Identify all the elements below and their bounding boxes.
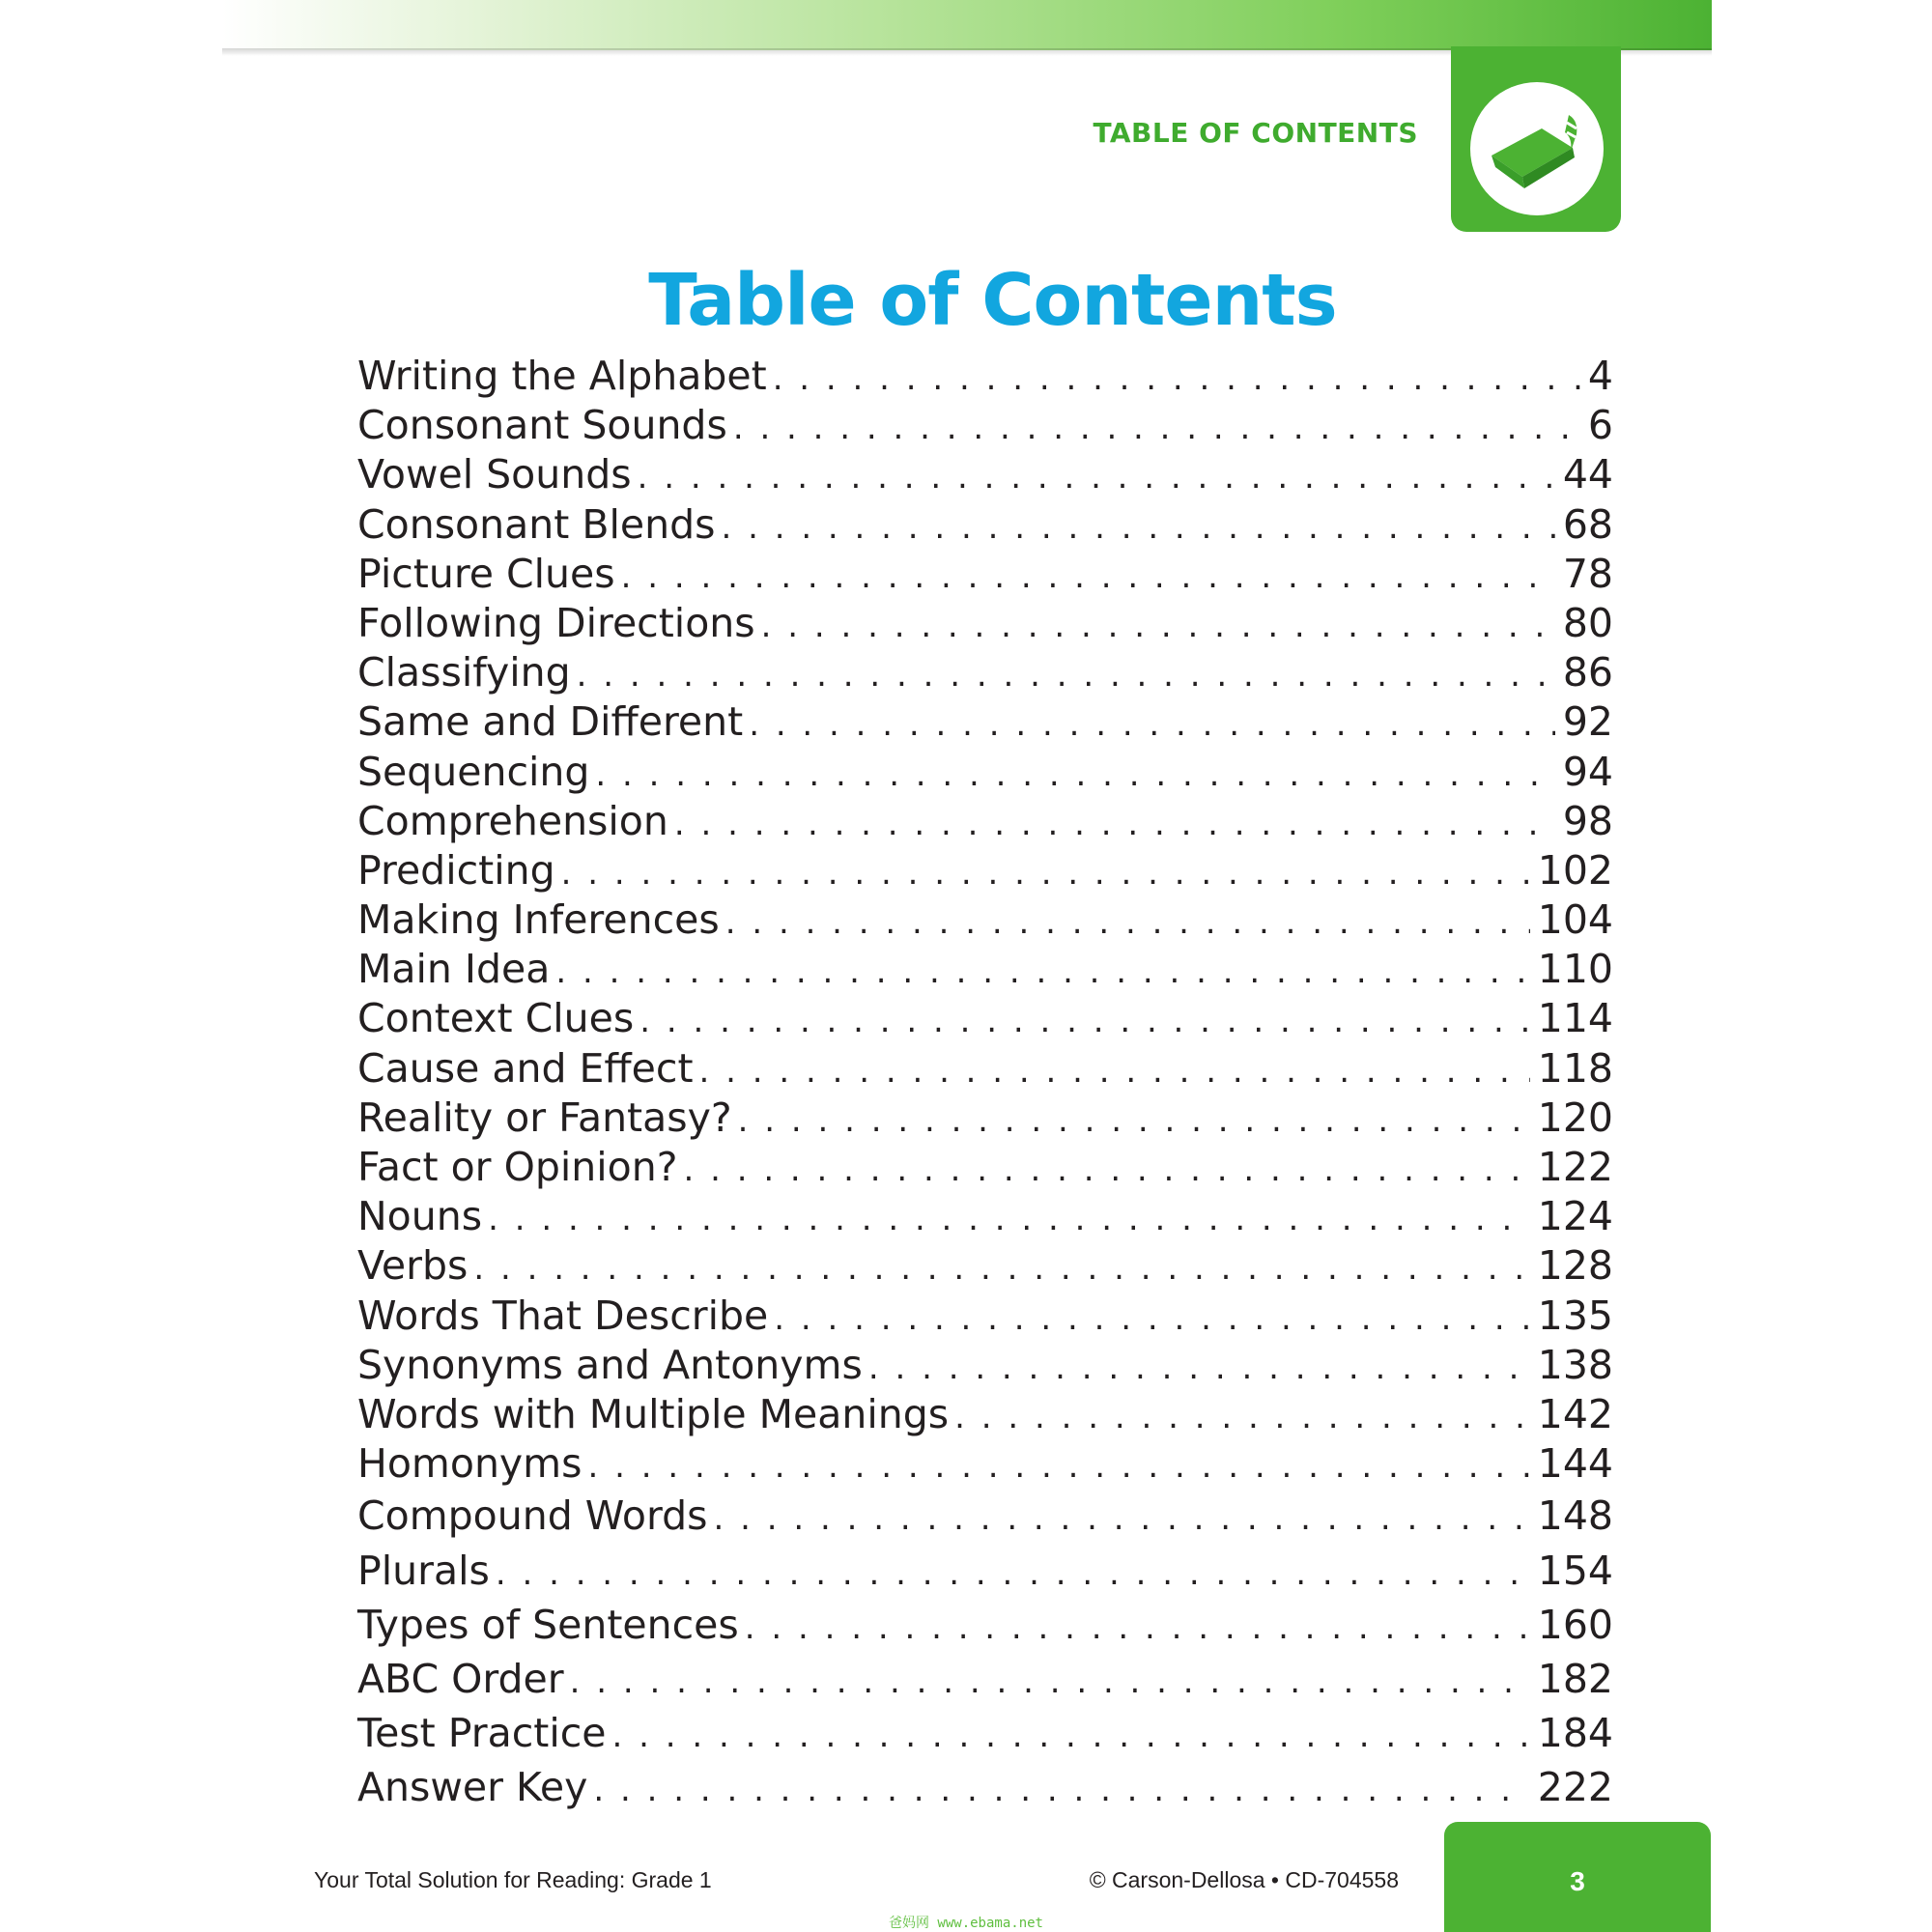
toc-page: 135 [1537,1292,1613,1339]
toc-label: Context Clues [357,995,635,1042]
toc-entry [357,1341,1613,1390]
toc-page: 120 [1537,1094,1613,1141]
dot-leader [738,1096,1530,1146]
toc-label: Comprehension [357,797,668,844]
toc-entry [357,1292,1613,1341]
toc-page: 182 [1537,1655,1613,1702]
toc-page: 102 [1537,846,1613,894]
dot-leader [595,751,1554,800]
dot-leader [733,404,1580,453]
toc-entry [357,1192,1613,1241]
dot-leader [674,800,1555,849]
toc-page: 160 [1537,1601,1613,1648]
dot-leader [561,849,1530,898]
dot-leader [593,1763,1529,1817]
toc-label: Fact or Opinion? [357,1144,678,1190]
top-color-band [222,0,1712,50]
toc-label: Consonant Blends [357,500,716,548]
toc-entry [357,1094,1613,1143]
toc-entry [357,895,1613,945]
toc-entry [357,945,1613,994]
toc-page: 6 [1587,402,1613,449]
toc-label: Plurals [357,1547,490,1594]
dot-leader [745,1601,1530,1655]
dot-leader [749,700,1555,750]
section-label: TABLE OF CONTENTS [1093,117,1418,149]
toc-entry [357,1706,1613,1760]
dot-leader [721,503,1554,553]
page-number: 3 [1570,1866,1585,1896]
toc-page: 98 [1562,797,1613,844]
toc-page: 222 [1537,1764,1613,1811]
toc-entry [357,450,1613,499]
toc-entry [357,797,1613,846]
toc-page: 124 [1537,1193,1613,1240]
dot-leader [774,1294,1529,1344]
toc-entry [357,1489,1613,1543]
toc-entry [357,352,1613,401]
toc-entry [357,1390,1613,1439]
dot-leader [954,1393,1530,1442]
toc-entry [357,401,1613,450]
toc-page: 68 [1562,500,1613,548]
toc-label: Homonyms [357,1440,582,1488]
footer-book-title: Your Total Solution for Reading: Grade 1 [314,1867,712,1892]
toc-entry [357,846,1613,895]
toc-entry [357,550,1613,599]
dot-leader [555,948,1529,997]
dot-leader [725,898,1530,948]
toc-label: Picture Clues [357,550,615,597]
dot-leader [761,602,1555,651]
toc-page: 4 [1587,353,1613,399]
dot-leader [588,1442,1530,1492]
toc-entry [357,1241,1613,1291]
toc-page: 118 [1537,1044,1613,1092]
page-title: Table of Contents [648,259,1337,342]
dot-leader [621,553,1555,602]
toc-page: 154 [1537,1547,1613,1594]
toc-label: Types of Sentences [357,1601,739,1648]
dot-leader [714,1492,1530,1546]
toc-label: ABC Order [357,1655,564,1702]
toc-label: Test Practice [357,1710,607,1757]
toc-page: 94 [1562,748,1613,795]
toc-page: 122 [1537,1144,1613,1190]
toc-entry [357,697,1613,747]
toc-label: Synonyms and Antonyms [357,1341,863,1388]
toc-label: Consonant Sounds [357,402,727,449]
watermark: 爸妈网 www.ebama.net [888,1916,1043,1931]
book-icon [1470,82,1604,215]
toc-entry [357,1143,1613,1192]
toc-entry [357,1544,1613,1598]
toc-label: Predicting [357,846,555,894]
dot-leader [683,1146,1529,1195]
dot-leader [488,1195,1530,1244]
toc-page: 148 [1537,1492,1613,1540]
section-tab [1451,46,1621,232]
toc-page: 104 [1537,896,1613,944]
dot-leader [699,1047,1530,1096]
dot-leader [773,355,1580,404]
dot-leader [570,1655,1530,1709]
toc-entry [357,500,1613,550]
toc-entry [357,648,1613,697]
toc-label: Writing the Alphabet [357,353,767,399]
toc-label: Making Inferences [357,896,720,944]
toc-label: Words That Describe [357,1292,769,1339]
toc-list [357,352,1613,1814]
toc-label: Classifying [357,649,571,696]
toc-label: Reality or Fantasy? [357,1094,732,1141]
toc-entry [357,1598,1613,1652]
toc-entry [357,1439,1613,1489]
dot-leader [612,1709,1530,1763]
toc-label: Nouns [357,1193,483,1240]
toc-entry [357,994,1613,1043]
icon-circle [1470,82,1604,215]
toc-page: 78 [1562,550,1613,597]
toc-page: 138 [1537,1341,1613,1388]
dot-leader [473,1244,1529,1293]
toc-entry [357,599,1613,648]
toc-page: 114 [1537,995,1613,1042]
dot-leader [638,453,1555,502]
toc-label: Following Directions [357,599,755,646]
dot-leader [577,651,1555,700]
toc-label: Verbs [357,1242,469,1290]
toc-label: Cause and Effect [357,1044,694,1092]
toc-page: 184 [1537,1710,1613,1757]
toc-page: 80 [1562,599,1613,646]
toc-entry [357,748,1613,797]
dot-leader [496,1547,1530,1601]
toc-label: Compound Words [357,1492,708,1540]
footer-copyright: © Carson-Dellosa • CD-704558 [1089,1867,1399,1892]
toc-label: Answer Key [357,1764,588,1811]
toc-entry [357,1760,1613,1814]
toc-page: 110 [1537,946,1613,993]
toc-page: 92 [1562,698,1613,746]
dot-leader [639,997,1529,1046]
toc-page: 44 [1562,451,1613,498]
toc-label: Sequencing [357,748,590,795]
toc-label: Words with Multiple Meanings [357,1390,950,1437]
toc-page: 86 [1562,649,1613,696]
toc-page: 128 [1537,1242,1613,1290]
toc-page: 144 [1537,1440,1613,1488]
toc-page: 142 [1537,1390,1613,1437]
toc-label: Vowel Sounds [357,451,632,498]
toc-entry [357,1044,1613,1094]
toc-label: Main Idea [357,946,551,993]
dot-leader [868,1344,1530,1393]
toc-label: Same and Different [357,698,744,746]
toc-entry [357,1652,1613,1706]
